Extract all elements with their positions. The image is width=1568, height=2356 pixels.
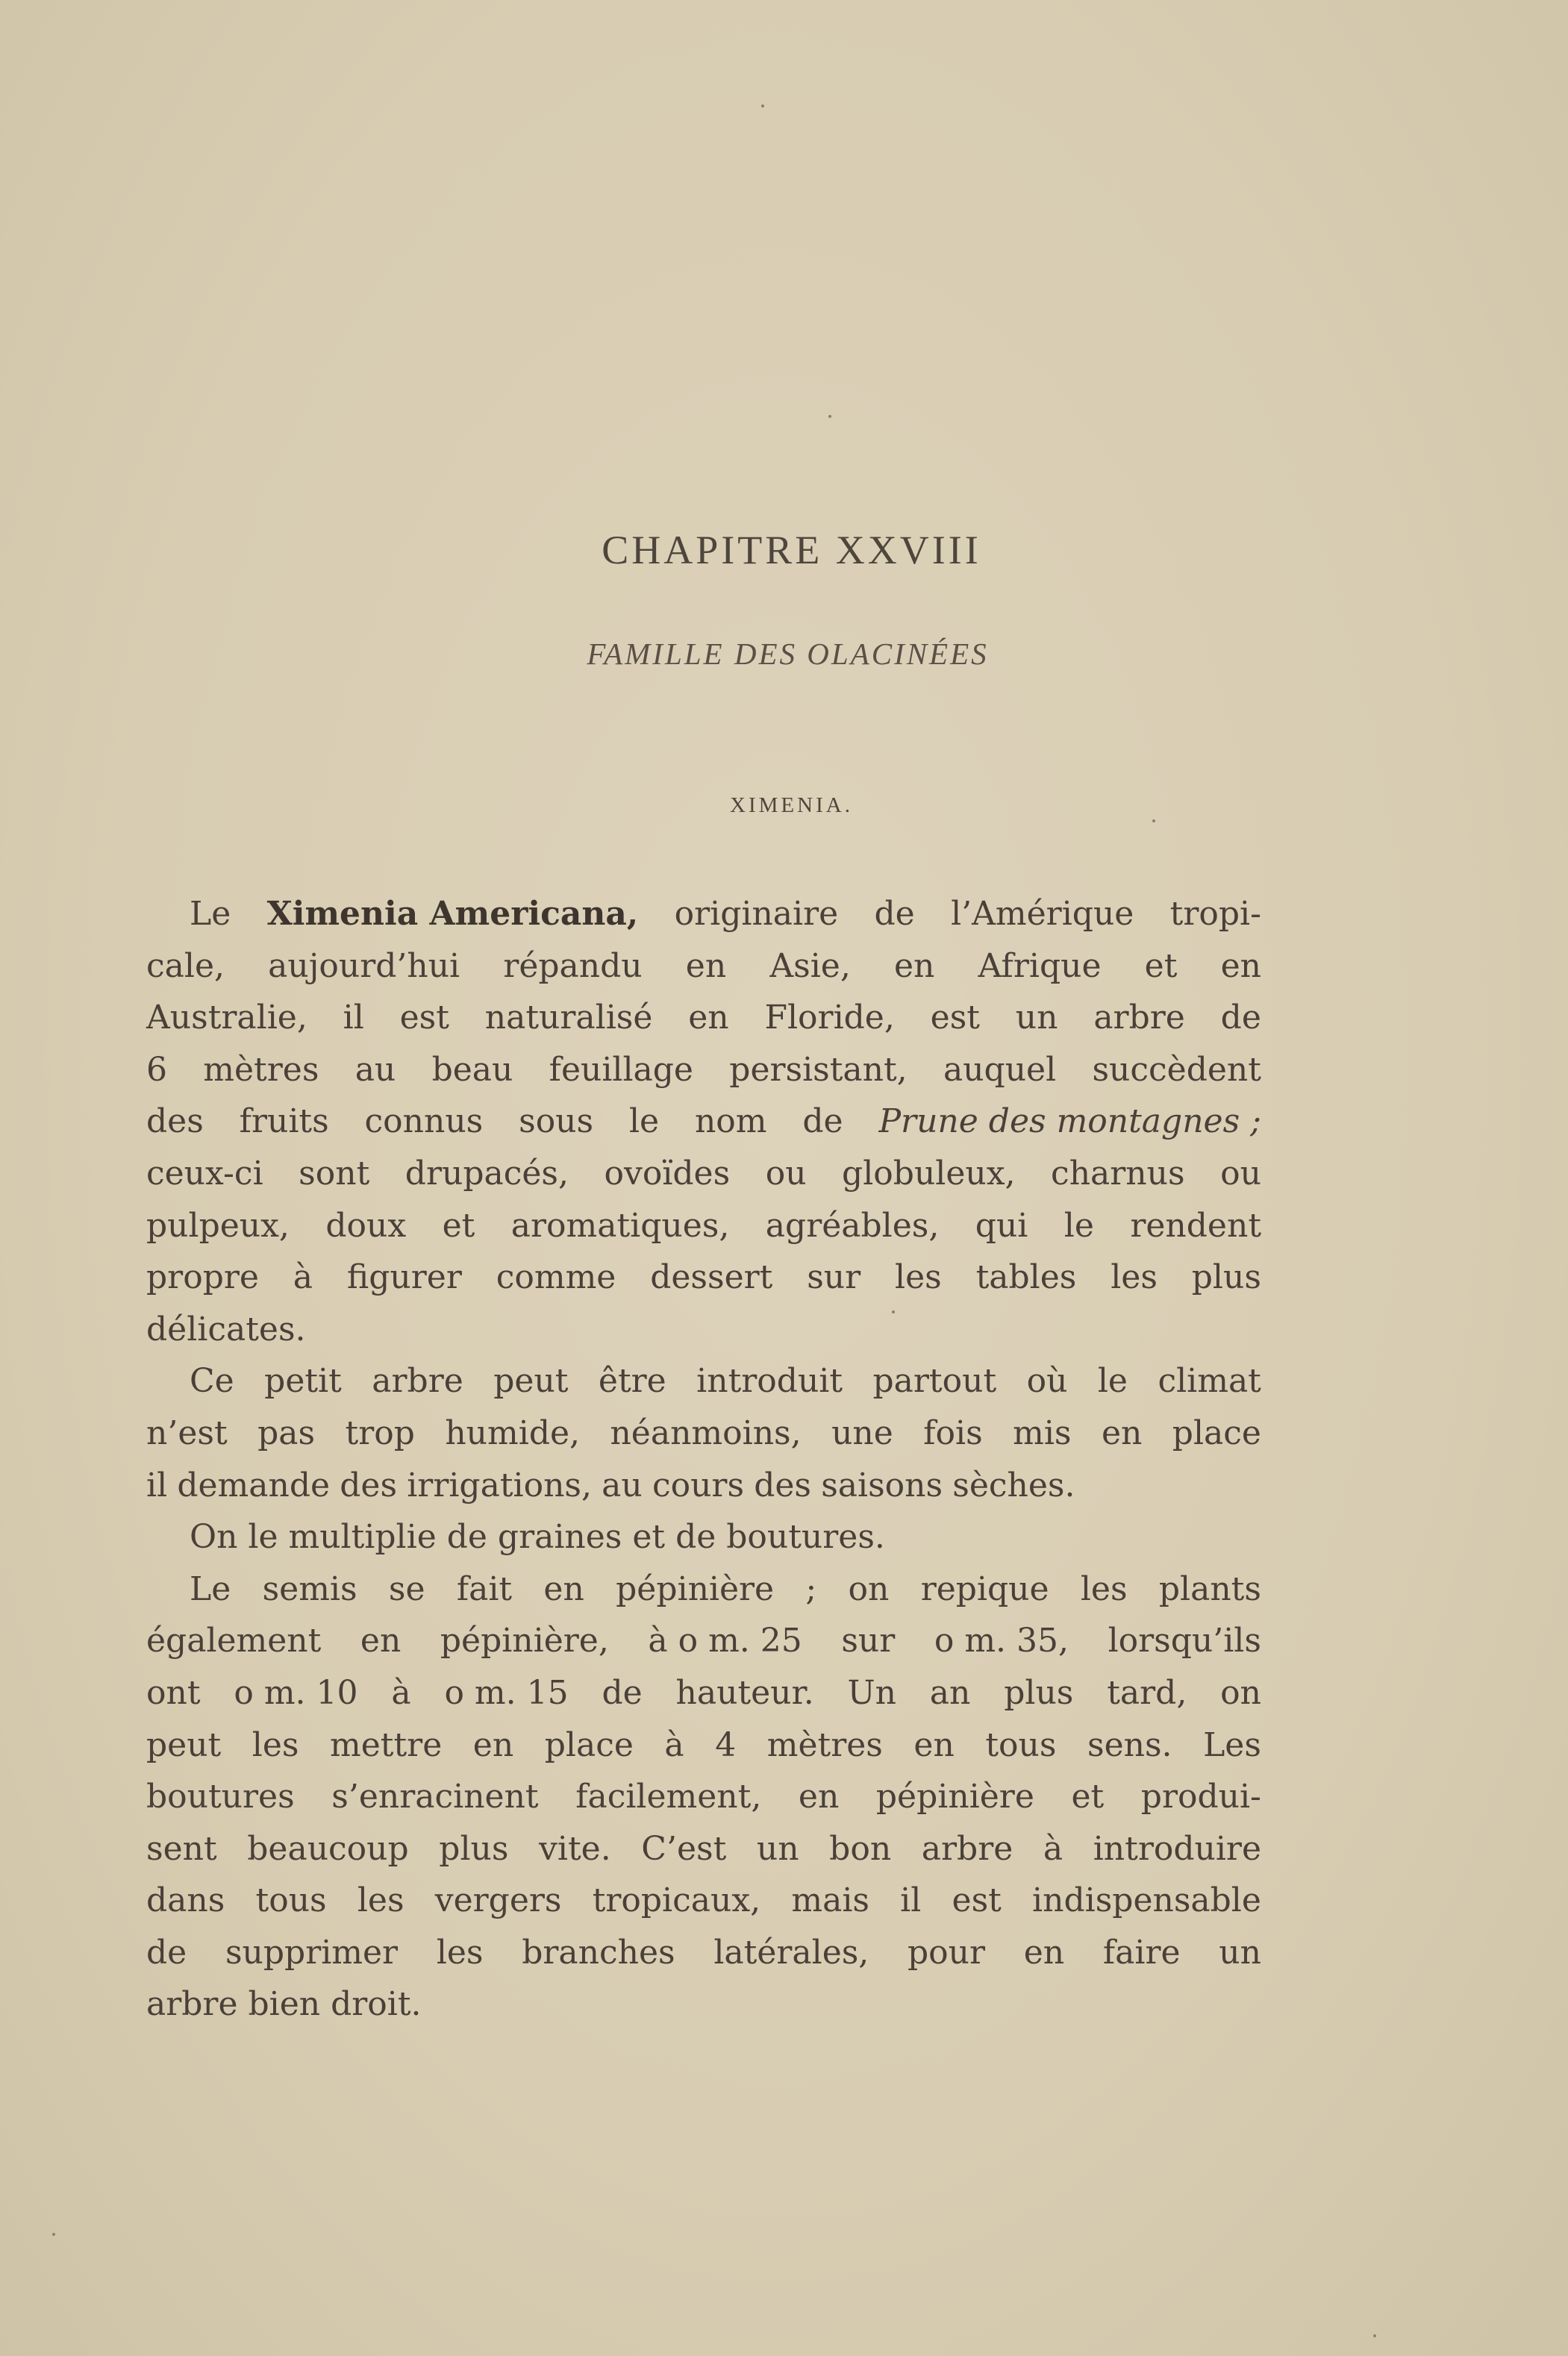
text-line <box>146 1771 1261 1823</box>
word: au <box>354 1050 396 1089</box>
word: Ce <box>190 1362 234 1401</box>
word: néanmoins, <box>610 1413 802 1452</box>
word: sur <box>841 1622 896 1660</box>
word: rendent <box>1130 1206 1261 1245</box>
text-line <box>146 1978 1261 2031</box>
word: humide, <box>445 1413 581 1452</box>
word: est <box>399 999 449 1037</box>
word: globuleux, <box>842 1154 1016 1193</box>
word: boutures <box>146 1778 295 1816</box>
word: en <box>1220 946 1261 985</box>
paper-speck <box>52 2233 55 2236</box>
word: au <box>602 1466 643 1504</box>
word: des <box>754 1466 812 1504</box>
word: fois <box>923 1413 983 1452</box>
word: tard, <box>1107 1673 1187 1712</box>
word: tropi- <box>1169 895 1261 933</box>
word: de <box>146 1933 187 1972</box>
word: aujourd’hui <box>268 946 460 985</box>
word: Ximenia Americana, <box>266 895 639 933</box>
text-line <box>146 1667 1261 1719</box>
word: climat <box>1158 1362 1261 1401</box>
word: indispensable <box>1032 1881 1261 1920</box>
word: ovoïdes <box>604 1154 731 1193</box>
word: tables <box>975 1258 1077 1297</box>
word: originaire <box>674 895 839 933</box>
word: beau <box>431 1050 513 1089</box>
word: peut <box>493 1362 569 1401</box>
word: on <box>848 1569 890 1608</box>
text-line <box>146 1719 1261 1772</box>
word: est <box>952 1881 1002 1920</box>
word: de <box>802 1102 843 1141</box>
word: sèches. <box>952 1466 1075 1504</box>
word: irrigations, <box>407 1466 592 1504</box>
text-line <box>146 1927 1261 1979</box>
word: et <box>1071 1778 1105 1816</box>
word: sous <box>519 1102 594 1141</box>
word: en <box>913 1725 955 1764</box>
word: un <box>756 1829 799 1868</box>
word: naturalisé <box>484 999 653 1037</box>
word: mètres <box>203 1050 319 1089</box>
word: le <box>1097 1362 1128 1401</box>
word: un <box>1015 999 1058 1037</box>
word: plus <box>1191 1258 1261 1297</box>
word: introduit <box>696 1362 843 1401</box>
word: pépinière <box>875 1778 1034 1816</box>
word: 6 <box>146 1050 167 1089</box>
word: est <box>930 999 980 1037</box>
word: répandu <box>503 946 643 985</box>
word: drupacés, <box>405 1154 569 1193</box>
word: connus <box>364 1102 484 1141</box>
word: vite. <box>539 1829 611 1868</box>
word: vergers <box>434 1881 562 1920</box>
word: sur <box>807 1258 861 1297</box>
word: pulpeux, <box>146 1206 290 1245</box>
text-line <box>146 1563 1261 1616</box>
word: en <box>472 1725 514 1764</box>
word: doux <box>325 1206 407 1245</box>
chapter-title: CHAPITRE XXVIII <box>602 528 981 572</box>
word: se <box>388 1569 425 1608</box>
word: bon <box>829 1829 892 1868</box>
word: nom <box>694 1102 767 1141</box>
text-line <box>146 940 1261 993</box>
body-text <box>146 888 1261 2031</box>
word: et <box>1144 946 1178 985</box>
word: Le <box>190 1569 231 1608</box>
text-line <box>146 1460 1261 1512</box>
word: le <box>1063 1206 1094 1245</box>
word: il <box>146 1466 168 1504</box>
word: pas <box>257 1413 316 1452</box>
word: tous <box>985 1725 1057 1764</box>
word: trop <box>345 1413 415 1452</box>
word: tous <box>255 1881 327 1920</box>
word: Asie, <box>769 946 851 985</box>
paper-speck <box>892 1310 895 1313</box>
word: agréables, <box>765 1206 940 1245</box>
word: à <box>664 1725 684 1764</box>
word: ont <box>146 1673 201 1712</box>
word: à <box>293 1258 313 1297</box>
word: les <box>895 1258 942 1297</box>
text-line <box>146 1615 1261 1667</box>
word: être <box>598 1362 666 1401</box>
word: en <box>1101 1413 1143 1452</box>
word: facilement, <box>575 1778 762 1816</box>
word: de <box>1220 999 1261 1037</box>
paper-speck <box>1373 2334 1376 2337</box>
word: dessert <box>650 1258 773 1297</box>
word: branches <box>522 1933 675 1972</box>
word: de <box>602 1673 643 1712</box>
word: persistant, <box>729 1050 908 1089</box>
word: introduire <box>1093 1829 1261 1868</box>
word: en <box>360 1622 402 1660</box>
word: fruits <box>239 1102 329 1141</box>
word: 4 <box>715 1725 737 1764</box>
word: mètres <box>766 1725 883 1764</box>
word: s’enracinent <box>331 1778 539 1816</box>
text-line <box>146 888 1261 940</box>
text-line <box>146 992 1261 1044</box>
word: de <box>874 895 915 933</box>
word: supprimer <box>225 1933 399 1972</box>
word: les <box>357 1881 405 1920</box>
word: ; <box>805 1569 817 1608</box>
word: repique <box>920 1569 1049 1608</box>
word: Un <box>847 1673 896 1712</box>
word: à o m. 25 <box>648 1622 802 1660</box>
text-line <box>146 1355 1261 1407</box>
word: arbre <box>372 1362 463 1401</box>
word: Les <box>1203 1725 1261 1764</box>
word: sens. <box>1087 1725 1172 1764</box>
word: les <box>1111 1258 1158 1297</box>
word: dans <box>146 1881 225 1920</box>
word: Afrique <box>978 946 1102 985</box>
word: mettre <box>330 1725 443 1764</box>
text-line <box>146 1148 1261 1200</box>
word: à <box>1043 1829 1063 1868</box>
word: produi- <box>1140 1778 1261 1816</box>
genus-heading: XIMENIA. <box>730 793 853 817</box>
word: peut <box>146 1725 222 1764</box>
word: arbre <box>1093 999 1185 1037</box>
word: l’Amérique <box>951 895 1134 933</box>
word: succèdent <box>1092 1050 1261 1089</box>
word: cale, <box>146 946 225 985</box>
word: Floride, <box>764 999 895 1037</box>
word: figurer <box>346 1258 462 1297</box>
word: plus <box>439 1829 509 1868</box>
word: feuillage <box>549 1050 693 1089</box>
paper-speck <box>1152 819 1155 822</box>
word: semis <box>262 1569 357 1608</box>
word: le <box>628 1102 660 1141</box>
word: arbre bien droit. <box>146 1985 422 2024</box>
word: des <box>340 1466 398 1504</box>
text-line <box>146 1407 1261 1460</box>
word: place <box>1172 1413 1261 1452</box>
word: hauteur. <box>675 1673 814 1712</box>
word: Australie, <box>146 999 307 1037</box>
word: mais <box>791 1881 869 1920</box>
word: lorsqu’ils <box>1108 1622 1261 1660</box>
word: fait <box>456 1569 513 1608</box>
word: petit <box>264 1362 342 1401</box>
word: Prune des montagnes ; <box>878 1102 1261 1141</box>
word: les <box>436 1933 484 1972</box>
word: beaucoup <box>247 1829 409 1868</box>
word: plants <box>1158 1569 1261 1608</box>
paper-speck <box>761 104 764 107</box>
word: sent <box>146 1829 217 1868</box>
text-line <box>146 1823 1261 1875</box>
family-title: FAMILLE DES OLACINÉES <box>587 637 989 671</box>
word: Le <box>190 895 231 933</box>
word: o m. 10 <box>234 1673 358 1712</box>
word: aromatiques, <box>510 1206 730 1245</box>
word: C’est <box>641 1829 727 1868</box>
word: en <box>685 946 727 985</box>
word: délicates. <box>146 1310 306 1349</box>
word: où <box>1026 1362 1068 1401</box>
text-line <box>146 1252 1261 1304</box>
word: en <box>798 1778 840 1816</box>
word: ou <box>1220 1154 1261 1193</box>
word: tropicaux, <box>592 1881 761 1920</box>
word: latérales, <box>713 1933 869 1972</box>
word: et <box>442 1206 475 1245</box>
word: ou <box>765 1154 807 1193</box>
word: pour <box>908 1933 986 1972</box>
word: également <box>146 1622 322 1660</box>
word: plus <box>1004 1673 1074 1712</box>
word: ceux-ci <box>146 1154 263 1193</box>
word: partout <box>872 1362 997 1401</box>
word: pépinière, <box>440 1622 609 1660</box>
word: auquel <box>943 1050 1057 1089</box>
word: en <box>688 999 729 1037</box>
word: an <box>929 1673 971 1712</box>
text-line <box>146 1511 1261 1563</box>
text-line <box>146 1304 1261 1356</box>
word: arbre <box>921 1829 1013 1868</box>
word: on <box>1220 1673 1261 1712</box>
word: comme <box>496 1258 616 1297</box>
word: o m. 15 <box>444 1673 569 1712</box>
word: propre <box>146 1258 259 1297</box>
word: cours <box>652 1466 745 1504</box>
word: à <box>391 1673 411 1712</box>
word: On le multiplie de graines et de boutures. <box>190 1518 885 1557</box>
word: des <box>146 1102 204 1141</box>
word: les <box>1080 1569 1128 1608</box>
paper-speck <box>828 415 831 418</box>
word: il <box>343 999 364 1037</box>
word: o m. 35, <box>934 1622 1069 1660</box>
word: sont <box>299 1154 370 1193</box>
text-line <box>146 1200 1261 1252</box>
word: mis <box>1013 1413 1072 1452</box>
word: une <box>831 1413 893 1452</box>
word: il <box>900 1881 922 1920</box>
word: en <box>1023 1933 1065 1972</box>
text-line <box>146 1096 1261 1148</box>
word: place <box>544 1725 634 1764</box>
word: saisons <box>821 1466 943 1504</box>
word: en <box>543 1569 584 1608</box>
text-line <box>146 1875 1261 1927</box>
word: demande <box>177 1466 331 1504</box>
word: n’est <box>146 1413 228 1452</box>
text-line <box>146 1044 1261 1096</box>
word: les <box>252 1725 299 1764</box>
word: en <box>893 946 935 985</box>
word: qui <box>975 1206 1028 1245</box>
word: faire <box>1102 1933 1181 1972</box>
word: pépinière <box>616 1569 775 1608</box>
word: un <box>1219 1933 1261 1972</box>
word: charnus <box>1051 1154 1185 1193</box>
